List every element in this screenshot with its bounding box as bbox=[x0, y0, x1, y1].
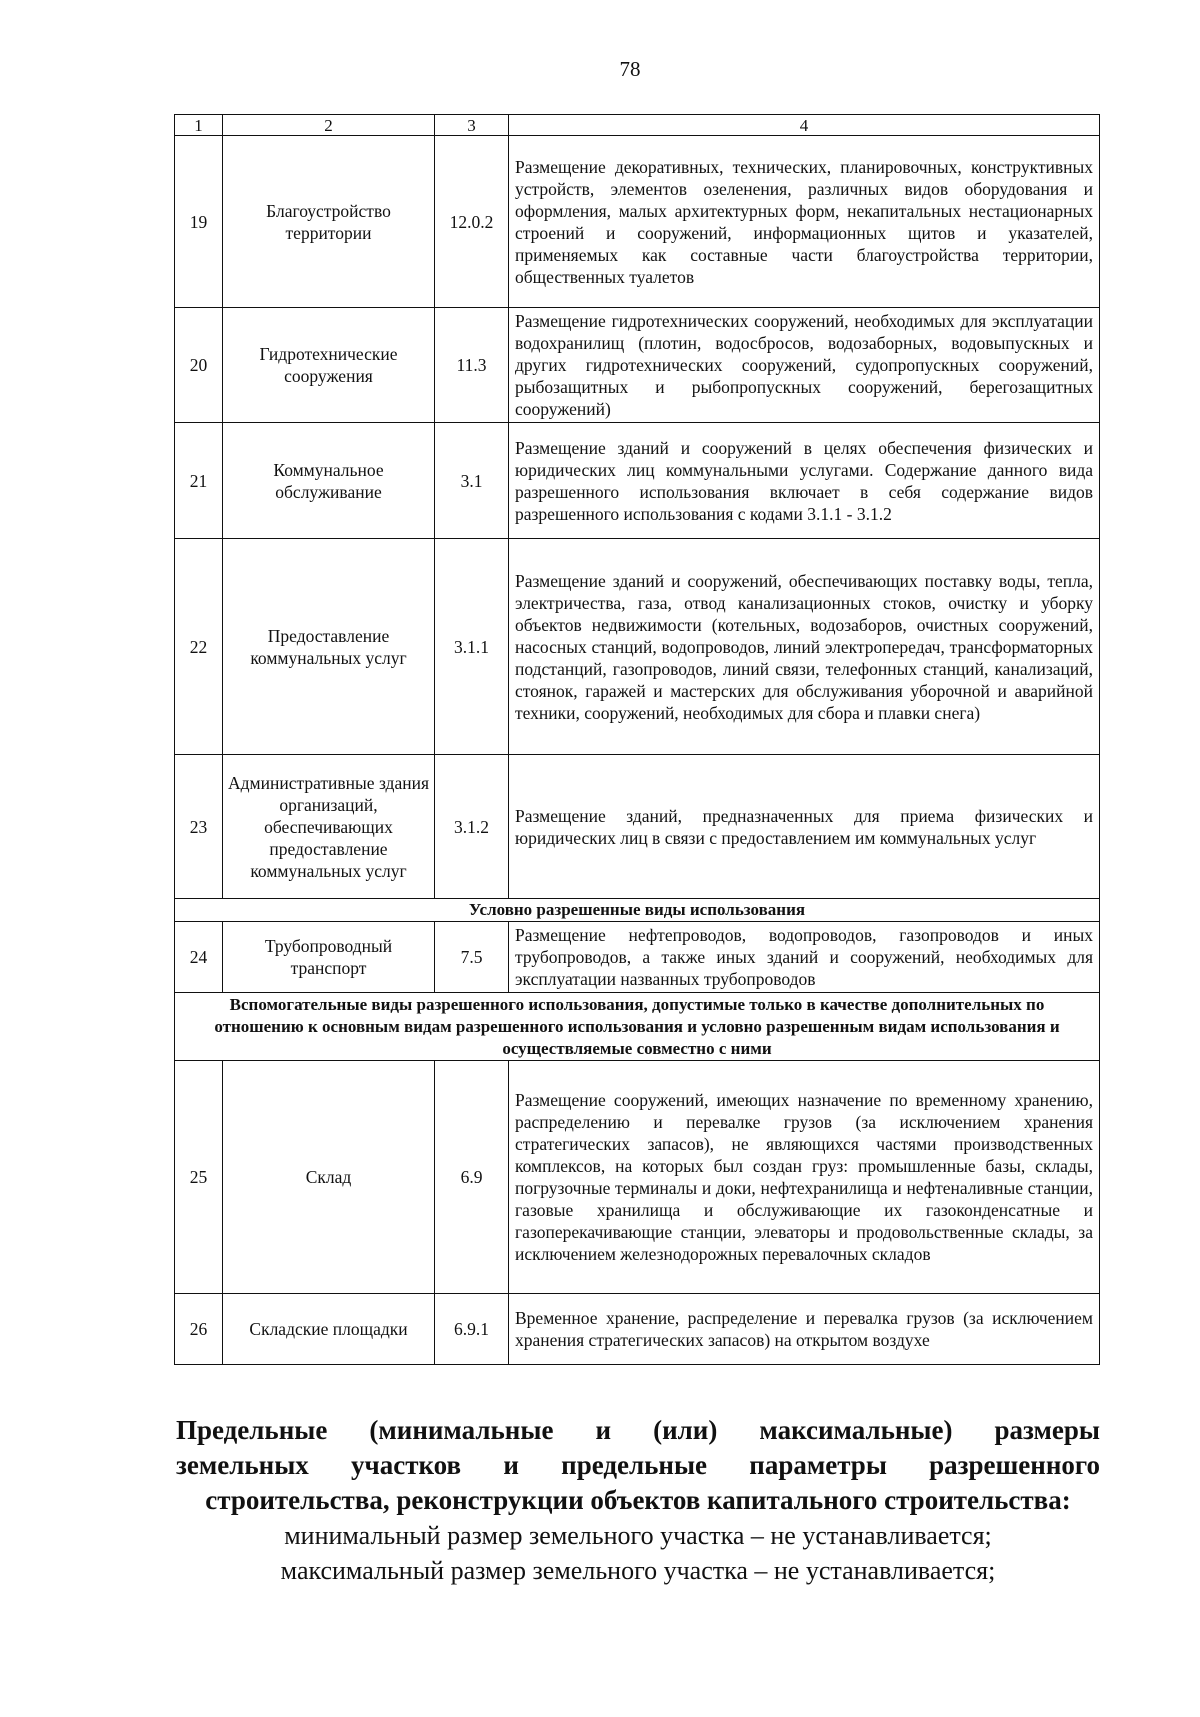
table-row bbox=[175, 539, 1100, 755]
use-description: Размещение декоративных, технических, планировочных, конструктивных устройств, элементов озеленения, различных видов оборудования и оформления, малых архитектурных форм, некапитальных нестационарных строений и сооружений, информационных щитов и указателей, применяемых как составные части благоустройства территории, общественных туалетов bbox=[509, 136, 1100, 308]
limits-title-line: земельных участков и предельные параметры разрешенного bbox=[176, 1450, 1100, 1480]
land-use-table bbox=[174, 114, 1100, 1365]
header-col-2: 2 bbox=[223, 115, 435, 136]
use-description: Размещение зданий и сооружений в целях обеспечения физических и юридических лиц коммунальными услугами. Содержание данного вида разрешенного использования включает в себя содержание видов разрешенного использования с кодами 3.1.1 - 3.1.2 bbox=[509, 423, 1100, 539]
min-size-text: минимальный размер земельного участка – не устанавливается; bbox=[284, 1521, 992, 1550]
table-row bbox=[175, 308, 1100, 423]
limits-title-line: Предельные (минимальные и (или) максимальные) размеры bbox=[176, 1415, 1100, 1445]
use-code: 3.1.2 bbox=[435, 755, 509, 899]
use-name: Административные здания организаций, обеспечивающих предоставление коммунальных услуг bbox=[223, 755, 435, 899]
header-col-4: 4 bbox=[509, 115, 1100, 136]
use-description: Размещение зданий, предназначенных для приема физических и юридических лиц в связи с предоставлением им коммунальных услуг bbox=[509, 755, 1100, 899]
use-code: 12.0.2 bbox=[435, 136, 509, 308]
row-number: 26 bbox=[175, 1294, 223, 1365]
use-code: 11.3 bbox=[435, 308, 509, 423]
header-col-3: 3 bbox=[435, 115, 509, 136]
section-row-auxiliary bbox=[175, 993, 1100, 1061]
use-code: 6.9 bbox=[435, 1061, 509, 1294]
max-size-text: максимальный размер земельного участка – не устанавливается; bbox=[280, 1556, 996, 1585]
limits-title-line: строительства, реконструкции объектов капитального строительства: bbox=[205, 1485, 1071, 1515]
row-number: 21 bbox=[175, 423, 223, 539]
row-number: 22 bbox=[175, 539, 223, 755]
use-description: Размещение зданий и сооружений, обеспечивающих поставку воды, тепла, электричества, газа, отвод канализационных стоков, очистку и уборку объектов недвижимости (котельных, водозаборов, очистных сооружений, насосных станций, водопроводов, линий электропередач, трансформаторных подстанций, газопроводов, линий связи, телефонных станций, канализаций, стоянок, гаражей и мастерских для обслуживания уборочной и аварийной техники, сооружений, необходимых для сбора и плавки снега) bbox=[509, 539, 1100, 755]
use-description: Размещение сооружений, имеющих назначение по временному хранению, распределению и перевалке грузов (за исключением хранения стратегических запасов), не являющихся частями производственных комплексов, на которых был создан груз: промышленные базы, склады, погрузочные терминалы и доки, нефтехранилища и нефтеналивные станции, газовые хранилища и обслуживающие их газоконденсатные и газоперекачивающие станции, элеваторы и продовольственные склады, за исключением железнодорожных перевалочных складов bbox=[509, 1061, 1100, 1294]
use-code: 3.1.1 bbox=[435, 539, 509, 755]
row-number: 19 bbox=[175, 136, 223, 308]
use-name: Склад bbox=[223, 1061, 435, 1294]
page-number: 78 bbox=[619, 57, 641, 81]
use-name: Складские площадки bbox=[223, 1294, 435, 1365]
use-name: Трубопроводный транспорт bbox=[223, 922, 435, 993]
use-description: Размещение нефтепроводов, водопроводов, газопроводов и иных трубопроводов, а также иных зданий и сооружений, необходимых для эксплуатации названных трубопроводов bbox=[509, 922, 1100, 993]
table-row bbox=[175, 136, 1100, 308]
table-row bbox=[175, 755, 1100, 899]
use-description: Временное хранение, распределение и перевалка грузов (за исключением хранения стратегических запасов) на открытом воздухе bbox=[509, 1294, 1100, 1365]
row-number: 20 bbox=[175, 308, 223, 423]
use-name: Предоставление коммунальных услуг bbox=[223, 539, 435, 755]
row-number: 25 bbox=[175, 1061, 223, 1294]
table-row bbox=[175, 423, 1100, 539]
table-header-row bbox=[175, 115, 1100, 136]
row-number: 24 bbox=[175, 922, 223, 993]
section-title-auxiliary: Вспомогательные виды разрешенного использования, допустимые только в качестве дополнительных по отношению к основным видам разрешенного использования и условно разрешенным видам использования и осуществляемые совместно с ними bbox=[175, 993, 1100, 1061]
row-number: 23 bbox=[175, 755, 223, 899]
table-row bbox=[175, 922, 1100, 993]
limits-section bbox=[176, 1413, 1100, 1588]
use-code: 6.9.1 bbox=[435, 1294, 509, 1365]
use-code: 3.1 bbox=[435, 423, 509, 539]
header-col-1: 1 bbox=[175, 115, 223, 136]
use-name: Благоустройство территории bbox=[223, 136, 435, 308]
table-row bbox=[175, 1294, 1100, 1365]
use-code: 7.5 bbox=[435, 922, 509, 993]
section-row-conditional bbox=[175, 899, 1100, 922]
table-row bbox=[175, 1061, 1100, 1294]
use-description: Размещение гидротехнических сооружений, необходимых для эксплуатации водохранилищ (плотин, водосбросов, водозаборных, водовыпускных и других гидротехнических сооружений, судопропускных сооружений, рыбозащитных и рыбопропускных сооружений, берегозащитных сооружений) bbox=[509, 308, 1100, 423]
section-title-conditional: Условно разрешенные виды использования bbox=[175, 899, 1100, 922]
use-name: Гидротехнические сооружения bbox=[223, 308, 435, 423]
use-name: Коммунальное обслуживание bbox=[223, 423, 435, 539]
